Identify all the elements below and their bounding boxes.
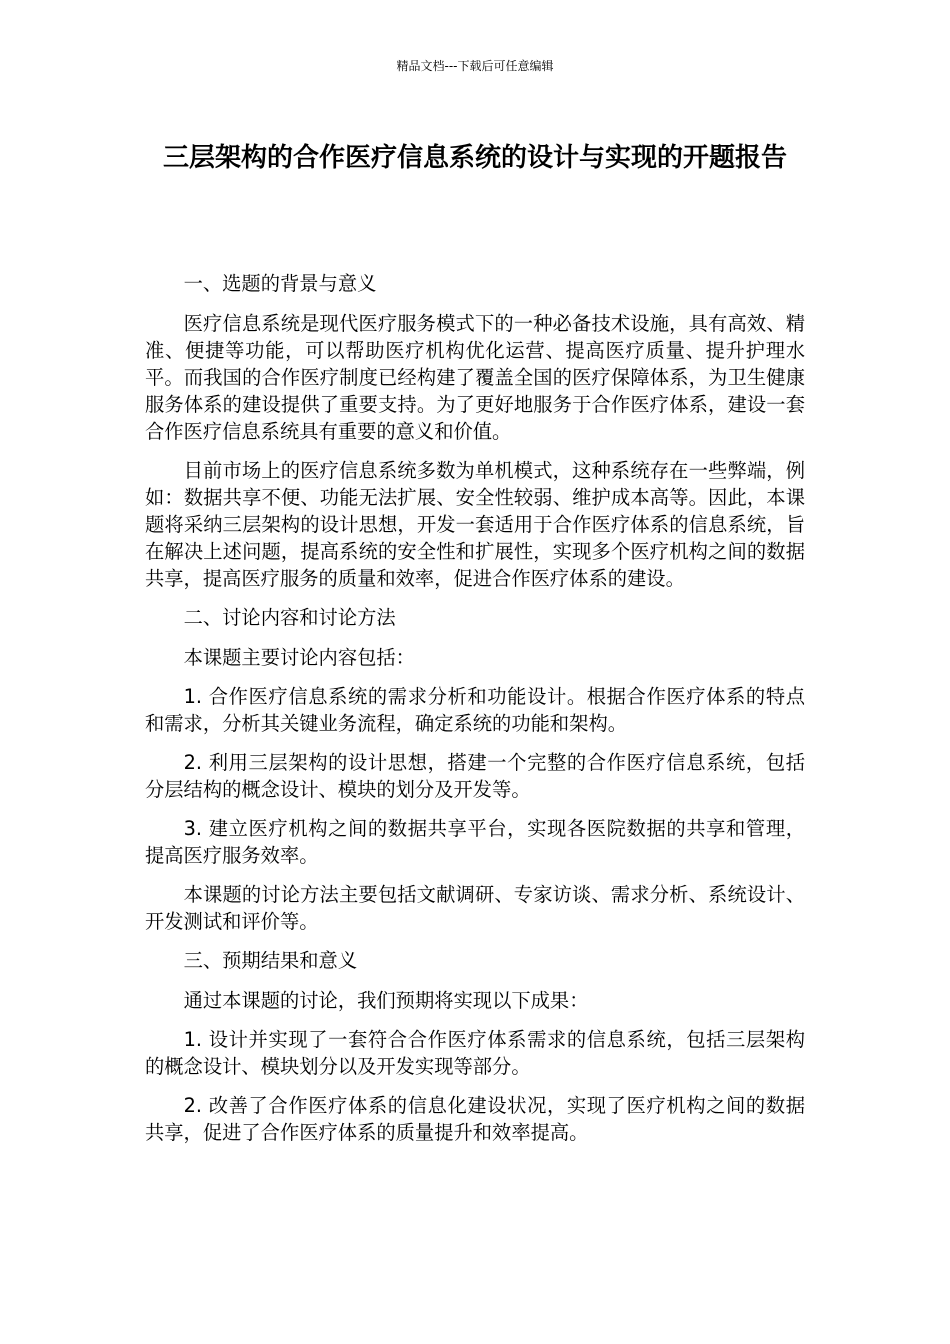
section-1-paragraph-2: 目前市场上的医疗信息系统多数为单机模式，这种系统存在一些弊端，例如：数据共享不便、功能无法扩展、安全性较弱、维护成本高等。因此，本课题将采纳三层架构的设计思想，开发一套适用于合作医疗体系的信息系统，旨在解决上述问题，提高系统的安全性和扩展性，实现多个医疗机构之间的数据共享，提高医疗服务的质量和效率，促进合作医疗体系的建设。 [145,459,805,590]
section-3-heading: 三、预期结果和意义 [183,949,358,972]
section-2-method: 本课题的讨论方法主要包括文献调研、专家访谈、需求分析、系统设计、开发测试和评价等。 [145,883,805,933]
section-1-paragraph-1: 医疗信息系统是现代医疗服务模式下的一种必备技术设施，具有高效、精准、便捷等功能，可以帮助医疗机构优化运营、提高医疗质量、提升护理水平。而我国的合作医疗制度已经构建了覆盖全国的医疗保障体系，为卫生健康服务体系的建设提供了重要支持。为了更好地服务于合作医疗体系，建设一套合作医疗信息系统具有重要的意义和价值。 [145,312,805,443]
section-3-item-2: 2. 改善了合作医疗体系的信息化建设状况，实现了医疗机构之间的数据共享，促进了合作医疗体系的质量提升和效率提高。 [145,1094,805,1144]
document-title: 三层架构的合作医疗信息系统的设计与实现的开题报告 [162,143,787,173]
section-3-intro: 通过本课题的讨论，我们预期将实现以下成果： [183,989,589,1012]
document-body [145,270,805,1158]
section-2-item-2: 2. 利用三层架构的设计思想，搭建一个完整的合作医疗信息系统，包括分层结构的概念设计、模块的划分及开发等。 [145,751,805,801]
section-2-intro: 本课题主要讨论内容包括： [183,646,415,669]
section-2-heading: 二、讨论内容和讨论方法 [183,606,396,629]
section-1-heading: 一、选题的背景与意义 [183,272,377,295]
section-2-item-3: 3. 建立医疗机构之间的数据共享平台，实现各医院数据的共享和管理，提高医疗服务效率。 [145,817,805,867]
page-header-note: 精品文档---下载后可任意编辑 [396,59,554,73]
section-3-item-1: 1. 设计并实现了一套符合合作医疗体系需求的信息系统，包括三层架构的概念设计、模块划分以及开发实现等部分。 [145,1028,805,1078]
section-2-item-1: 1. 合作医疗信息系统的需求分析和功能设计。根据合作医疗体系的特点和需求，分析其关键业务流程，确定系统的功能和架构。 [145,685,805,735]
